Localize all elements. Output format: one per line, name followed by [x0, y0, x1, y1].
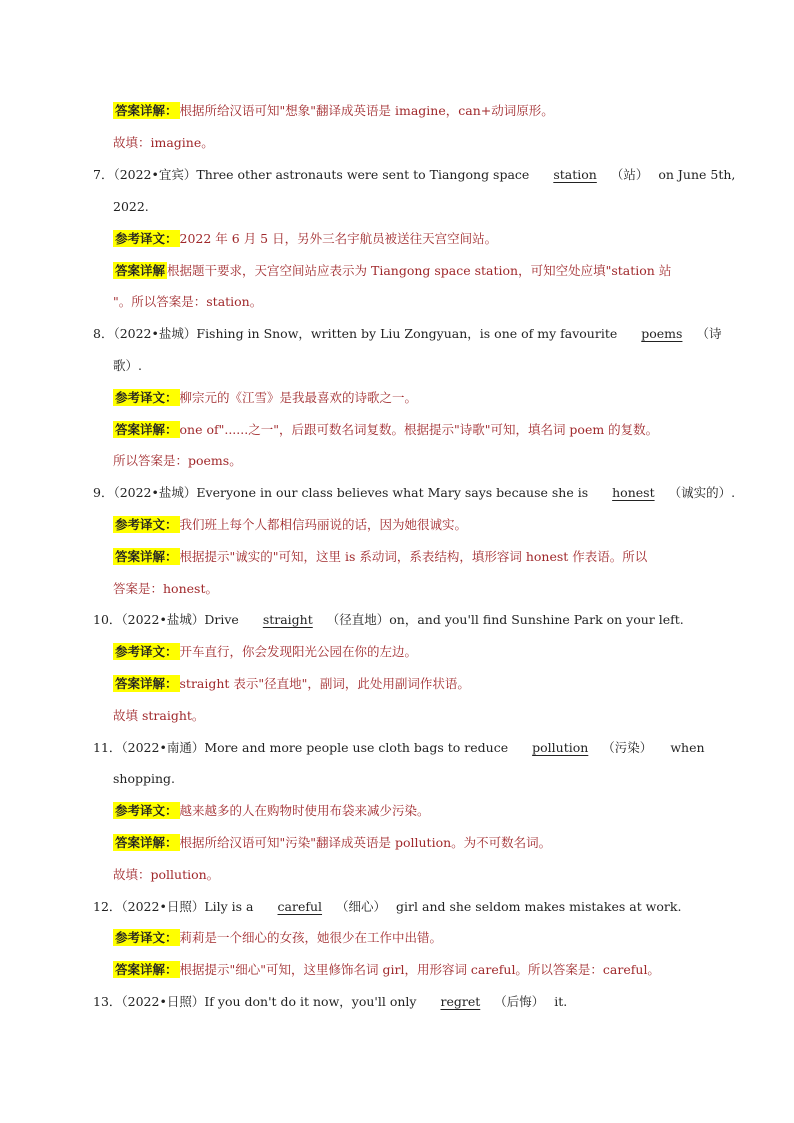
answer-text: 根据题干要求，天宫空间站应表示为 Tiangong space station，可知空处应填"station 站 [167, 263, 672, 278]
translation-label: 参考译文： [115, 231, 178, 246]
answer-detail-line [113, 101, 554, 121]
answer-blank: poems [641, 326, 683, 341]
translation-text: 2022 年 6 月 5 日，另外三名宇航员被送往天宫空间站。 [179, 231, 498, 246]
answer-detail-line [113, 960, 660, 980]
answer-label: 答案详解： [115, 549, 178, 564]
question-pre: Everyone in our class believes what Mary says because she is [196, 485, 589, 500]
question-post: on June 5th, [658, 167, 736, 182]
answer-blank: station [553, 167, 597, 182]
question-12 [93, 897, 681, 917]
answer-text-cont: "。所以答案是：station。 [113, 294, 263, 309]
question-10 [93, 610, 684, 630]
hint: （径直地） [326, 612, 390, 627]
answer-text-cont: 所以答案是：poems。 [113, 453, 242, 468]
question-number: 13．（2022•日照） [93, 994, 205, 1009]
question-8-cont: 歌）. [113, 358, 142, 373]
translation-text: 我们班上每个人都相信玛丽说的话，因为她很诚实。 [179, 517, 468, 532]
answer-text-cont: 故填：pollution。 [113, 867, 220, 882]
answer-blank: regret [440, 994, 481, 1009]
question-number: 10．（2022•盐城） [93, 612, 205, 627]
question-13 [93, 992, 567, 1012]
question-number: 12．（2022•日照） [93, 899, 205, 914]
question-number: 7．（2022•宜宾） [93, 167, 197, 182]
translation-text: 莉莉是一个细心的女孩，她很少在工作中出错。 [179, 930, 443, 945]
translation-text: 柳宗元的《江雪》是我最喜欢的诗歌之一。 [179, 390, 418, 405]
translation-line [113, 515, 467, 535]
answer-text: 根据提示"诚实的"可知，这里 is 系动词，系表结构，填形容词 honest 作表语。所以 [179, 549, 648, 564]
answer-blank: careful [277, 899, 323, 914]
question-7 [93, 165, 735, 185]
question-post: on，and you'll find Sunshine Park on your left. [389, 612, 684, 627]
answer-detail-line [113, 833, 551, 853]
answer-blank: straight [262, 612, 313, 627]
question-pre: Lily is a [204, 899, 254, 914]
answer-blank: honest [612, 485, 655, 500]
question-post: when [670, 740, 705, 755]
answer-detail-line [113, 420, 658, 440]
answer-label: 答案详解： [115, 835, 178, 850]
question-8 [93, 324, 721, 344]
answer-text: 根据所给汉语可知"想象"翻译成英语是 imagine，can+动词原形。 [179, 103, 554, 118]
translation-label: 参考译文： [115, 644, 178, 659]
question-number: 8．（2022•盐城） [93, 326, 197, 341]
hint: （后悔） [494, 994, 545, 1009]
hint: （细心） [336, 899, 387, 914]
question-9 [93, 483, 735, 503]
answer-text: 根据所给汉语可知"污染"翻译成英语是 pollution。为不可数名词。 [179, 835, 552, 850]
question-post: it. [554, 994, 568, 1009]
translation-line [113, 388, 417, 408]
translation-label: 参考译文： [115, 930, 178, 945]
hint: （诚实的）. [668, 485, 736, 500]
question-number: 9．（2022•盐城） [93, 485, 197, 500]
translation-line [113, 928, 442, 948]
translation-label: 参考译文： [115, 517, 178, 532]
translation-line [113, 801, 430, 821]
answer-text-cont: 故填 straight。 [113, 708, 205, 723]
question-pre: More and more people use cloth bags to reduce [204, 740, 509, 755]
question-pre: If you don't do it now，you'll only [204, 994, 417, 1009]
answer-blank: pollution [532, 740, 589, 755]
translation-line [113, 229, 497, 249]
question-pre: Fishing in Snow，written by Liu Zongyuan，is one of my favourite [196, 326, 618, 341]
answer-detail-line [113, 547, 647, 567]
question-post: girl and she seldom makes mistakes at work. [396, 899, 682, 914]
answer-label: 答案详解： [115, 103, 178, 118]
translation-text: 越来越多的人在购物时使用布袋来减少污染。 [179, 803, 430, 818]
answer-label: 答案详解： [115, 422, 178, 437]
answer-text: 根据提示"细心"可知，这里修饰名词 girl，用形容词 careful。所以答案是：careful。 [179, 962, 660, 977]
answer-text: one of"......之一"，后跟可数名词复数。根据提示"诗歌"可知，填名词 poem 的复数。 [179, 422, 659, 437]
translation-label: 参考译文： [115, 803, 178, 818]
question-pre: Drive [204, 612, 239, 627]
question-11-cont: shopping. [113, 771, 176, 786]
answer-text-cont: 答案是：honest。 [113, 581, 218, 596]
translation-line [113, 642, 417, 662]
hint: （污染） [602, 740, 653, 755]
hint: （诗 [696, 326, 722, 341]
answer-label: 答案详解 [115, 263, 166, 278]
question-11 [93, 738, 705, 758]
question-7-cont: 2022. [113, 199, 149, 214]
translation-text: 开车直行，你会发现阳光公园在你的左边。 [179, 644, 418, 659]
question-number: 11．（2022•南通） [93, 740, 205, 755]
answer-label: 答案详解： [115, 962, 178, 977]
question-pre: Three other astronauts were sent to Tiangong space [196, 167, 530, 182]
answer-label: 答案详解： [115, 676, 178, 691]
fill-text: 故填：imagine。 [113, 135, 214, 150]
answer-detail-line [113, 674, 470, 694]
answer-text: straight 表示"径直地"，副词，此处用副词作状语。 [179, 676, 470, 691]
hint: （站） [610, 167, 649, 182]
translation-label: 参考译文： [115, 390, 178, 405]
answer-detail-line [113, 261, 671, 281]
